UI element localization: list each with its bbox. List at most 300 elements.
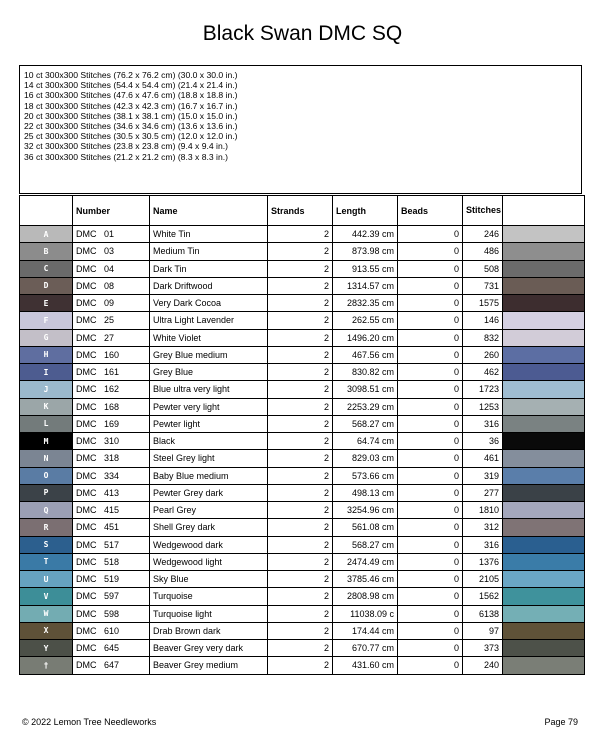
- number-cell: [73, 312, 150, 329]
- color-swatch: [503, 588, 585, 605]
- table-row: [20, 502, 585, 519]
- name-header: Name: [150, 196, 268, 226]
- number-cell: [73, 329, 150, 346]
- beads-cell: 0: [398, 467, 463, 484]
- brand-label: DMC: [76, 505, 97, 516]
- length-cell: 1496.20 cm: [333, 329, 398, 346]
- color-swatch: [503, 277, 585, 294]
- symbol-cell: D: [20, 277, 73, 294]
- symbol-cell: W: [20, 605, 73, 622]
- beads-cell: 0: [398, 622, 463, 639]
- color-header: [503, 196, 585, 226]
- name-cell: Very Dark Cocoa: [150, 295, 268, 312]
- brand-label: DMC: [76, 436, 97, 447]
- fabric-size-line: 10 ct 300x300 Stitches (76.2 x 76.2 cm) (30.0 x 30.0 in.): [24, 70, 238, 80]
- table-row: [20, 588, 585, 605]
- brand-label: DMC: [76, 556, 97, 567]
- stitches-cell: 832: [463, 329, 503, 346]
- symbol-cell: P: [20, 484, 73, 501]
- name-cell: Grey Blue: [150, 364, 268, 381]
- thread-code: 334: [104, 470, 120, 481]
- name-cell: Drab Brown dark: [150, 622, 268, 639]
- strands-cell: 2: [268, 433, 333, 450]
- length-header: Length: [333, 196, 398, 226]
- number-cell: [73, 553, 150, 570]
- beads-cell: 0: [398, 484, 463, 501]
- name-cell: White Violet: [150, 329, 268, 346]
- brand-label: DMC: [76, 487, 97, 498]
- stitches-cell: 461: [463, 450, 503, 467]
- thread-code: 598: [104, 608, 120, 619]
- number-cell: [73, 381, 150, 398]
- table-row: [20, 519, 585, 536]
- symbol-cell: X: [20, 622, 73, 639]
- name-cell: Steel Grey light: [150, 450, 268, 467]
- number-cell: [73, 346, 150, 363]
- length-cell: 2474.49 cm: [333, 553, 398, 570]
- table-row: [20, 312, 585, 329]
- brand-label: DMC: [76, 315, 97, 326]
- strands-cell: 2: [268, 398, 333, 415]
- symbol-cell: I: [20, 364, 73, 381]
- color-swatch: [503, 605, 585, 622]
- stitches-cell: 1253: [463, 398, 503, 415]
- thread-code: 160: [104, 349, 120, 360]
- beads-cell: 0: [398, 381, 463, 398]
- stitches-header: Stitches: [463, 196, 503, 226]
- thread-code: 169: [104, 418, 120, 429]
- length-cell: 262.55 cm: [333, 312, 398, 329]
- symbol-cell: J: [20, 381, 73, 398]
- color-swatch: [503, 398, 585, 415]
- number-cell: [73, 364, 150, 381]
- table-row: [20, 226, 585, 243]
- color-swatch: [503, 553, 585, 570]
- table-row: [20, 260, 585, 277]
- strands-cell: 2: [268, 346, 333, 363]
- color-swatch: [503, 329, 585, 346]
- fabric-size-line: 25 ct 300x300 Stitches (30.5 x 30.5 cm) (12.0 x 12.0 in.): [24, 131, 238, 142]
- number-cell: [73, 398, 150, 415]
- brand-label: DMC: [76, 332, 97, 343]
- color-swatch: [503, 433, 585, 450]
- beads-cell: 0: [398, 312, 463, 329]
- symbol-header: [20, 196, 73, 226]
- strands-cell: 2: [268, 588, 333, 605]
- thread-code: 610: [104, 625, 120, 636]
- thread-code: 01: [104, 229, 115, 240]
- symbol-cell: E: [20, 295, 73, 312]
- number-cell: [73, 243, 150, 260]
- thread-code: 09: [104, 298, 115, 309]
- brand-label: DMC: [76, 643, 97, 654]
- table-row: [20, 381, 585, 398]
- strands-cell: 2: [268, 622, 333, 639]
- number-header: Number: [73, 196, 150, 226]
- length-cell: 2808.98 cm: [333, 588, 398, 605]
- length-cell: 11038.09 c: [333, 605, 398, 622]
- stitches-cell: 312: [463, 519, 503, 536]
- color-swatch: [503, 364, 585, 381]
- strands-cell: 2: [268, 450, 333, 467]
- beads-cell: 0: [398, 295, 463, 312]
- brand-label: DMC: [76, 574, 97, 585]
- brand-label: DMC: [76, 539, 97, 550]
- symbol-cell: G: [20, 329, 73, 346]
- beads-cell: 0: [398, 260, 463, 277]
- symbol-cell: A: [20, 226, 73, 243]
- name-cell: Pearl Grey: [150, 502, 268, 519]
- thread-code: 25: [104, 315, 115, 326]
- table-row: [20, 657, 585, 674]
- table-row: [20, 243, 585, 260]
- number-cell: [73, 484, 150, 501]
- strands-cell: 2: [268, 415, 333, 432]
- length-cell: 913.55 cm: [333, 260, 398, 277]
- color-swatch: [503, 502, 585, 519]
- stitches-cell: 373: [463, 640, 503, 657]
- number-cell: [73, 467, 150, 484]
- name-cell: Dark Driftwood: [150, 277, 268, 294]
- thread-code: 413: [104, 487, 120, 498]
- strands-cell: 2: [268, 243, 333, 260]
- number-cell: [73, 450, 150, 467]
- number-cell: [73, 277, 150, 294]
- symbol-cell: Q: [20, 502, 73, 519]
- stitches-cell: 97: [463, 622, 503, 639]
- name-cell: Ultra Light Lavender: [150, 312, 268, 329]
- beads-cell: 0: [398, 346, 463, 363]
- name-cell: White Tin: [150, 226, 268, 243]
- stitches-cell: 246: [463, 226, 503, 243]
- beads-cell: 0: [398, 450, 463, 467]
- number-cell: [73, 536, 150, 553]
- number-cell: [73, 622, 150, 639]
- stitches-cell: 1723: [463, 381, 503, 398]
- fabric-size-line: 16 ct 300x300 Stitches (47.6 x 47.6 cm) (18.8 x 18.8 in.): [24, 90, 238, 101]
- beads-cell: 0: [398, 657, 463, 674]
- beads-cell: 0: [398, 329, 463, 346]
- length-cell: 2832.35 cm: [333, 295, 398, 312]
- name-cell: Beaver Grey medium: [150, 657, 268, 674]
- table-row: [20, 433, 585, 450]
- brand-label: DMC: [76, 418, 97, 429]
- strands-cell: 2: [268, 295, 333, 312]
- name-cell: Blue ultra very light: [150, 381, 268, 398]
- brand-label: DMC: [76, 367, 97, 378]
- color-swatch: [503, 622, 585, 639]
- name-cell: Wedgewood light: [150, 553, 268, 570]
- length-cell: 1314.57 cm: [333, 277, 398, 294]
- thread-code: 645: [104, 643, 120, 654]
- symbol-cell: Y: [20, 640, 73, 657]
- number-cell: [73, 415, 150, 432]
- symbol-cell: K: [20, 398, 73, 415]
- length-cell: 568.27 cm: [333, 415, 398, 432]
- table-row: [20, 398, 585, 415]
- fabric-size-line: 22 ct 300x300 Stitches (34.6 x 34.6 cm) (13.6 x 13.6 in.): [24, 121, 238, 132]
- color-swatch: [503, 536, 585, 553]
- brand-label: DMC: [76, 608, 97, 619]
- beads-cell: 0: [398, 415, 463, 432]
- stitches-cell: 486: [463, 243, 503, 260]
- color-swatch: [503, 295, 585, 312]
- name-cell: Pewter very light: [150, 398, 268, 415]
- length-cell: 174.44 cm: [333, 622, 398, 639]
- strands-cell: 2: [268, 571, 333, 588]
- strands-cell: 2: [268, 226, 333, 243]
- brand-label: DMC: [76, 263, 97, 274]
- thread-table: [19, 195, 585, 675]
- brand-label: DMC: [76, 591, 97, 602]
- thread-code: 451: [104, 522, 120, 533]
- thread-code: 162: [104, 384, 120, 395]
- thread-code: 647: [104, 660, 120, 671]
- stitches-cell: 316: [463, 536, 503, 553]
- stitches-cell: 1376: [463, 553, 503, 570]
- symbol-cell: C: [20, 260, 73, 277]
- thread-code: 597: [104, 591, 120, 602]
- thread-code: 518: [104, 556, 120, 567]
- strands-cell: 2: [268, 519, 333, 536]
- beads-header: Beads: [398, 196, 463, 226]
- table-row: [20, 640, 585, 657]
- table-row: [20, 605, 585, 622]
- beads-cell: 0: [398, 588, 463, 605]
- strands-cell: 2: [268, 502, 333, 519]
- beads-cell: 0: [398, 398, 463, 415]
- name-cell: Baby Blue medium: [150, 467, 268, 484]
- stitches-cell: 319: [463, 467, 503, 484]
- strands-cell: 2: [268, 260, 333, 277]
- beads-cell: 0: [398, 433, 463, 450]
- symbol-cell: R: [20, 519, 73, 536]
- fabric-size-line: 18 ct 300x300 Stitches (42.3 x 42.3 cm) (16.7 x 16.7 in.): [24, 100, 238, 111]
- color-swatch: [503, 484, 585, 501]
- length-cell: 829.03 cm: [333, 450, 398, 467]
- thread-code: 04: [104, 263, 115, 274]
- stitches-cell: 316: [463, 415, 503, 432]
- brand-label: DMC: [76, 384, 97, 395]
- table-row: [20, 536, 585, 553]
- color-swatch: [503, 519, 585, 536]
- color-swatch: [503, 260, 585, 277]
- stitches-cell: 731: [463, 277, 503, 294]
- table-row: [20, 329, 585, 346]
- number-cell: [73, 519, 150, 536]
- color-swatch: [503, 381, 585, 398]
- number-cell: [73, 657, 150, 674]
- strands-cell: 2: [268, 312, 333, 329]
- thread-code: 310: [104, 436, 120, 447]
- color-swatch: [503, 467, 585, 484]
- color-swatch: [503, 312, 585, 329]
- number-cell: [73, 571, 150, 588]
- name-cell: Turquoise light: [150, 605, 268, 622]
- symbol-cell: O: [20, 467, 73, 484]
- fabric-size-line: 32 ct 300x300 Stitches (23.8 x 23.8 cm) (9.4 x 9.4 in.): [24, 141, 228, 152]
- thread-code: 161: [104, 367, 120, 378]
- beads-cell: 0: [398, 243, 463, 260]
- name-cell: Medium Tin: [150, 243, 268, 260]
- stitches-cell: 277: [463, 484, 503, 501]
- name-cell: Beaver Grey very dark: [150, 640, 268, 657]
- symbol-cell: F: [20, 312, 73, 329]
- table-row: [20, 277, 585, 294]
- thread-code: 03: [104, 246, 115, 257]
- brand-label: DMC: [76, 401, 97, 412]
- symbol-cell: N: [20, 450, 73, 467]
- name-cell: Pewter light: [150, 415, 268, 432]
- table-row: [20, 553, 585, 570]
- length-cell: 442.39 cm: [333, 226, 398, 243]
- name-cell: Turquoise: [150, 588, 268, 605]
- strands-cell: 2: [268, 467, 333, 484]
- table-row: [20, 450, 585, 467]
- fabric-size-line: 14 ct 300x300 Stitches (54.4 x 54.4 cm) (21.4 x 21.4 in.): [24, 80, 238, 91]
- brand-label: DMC: [76, 453, 97, 464]
- beads-cell: 0: [398, 553, 463, 570]
- name-cell: Shell Grey dark: [150, 519, 268, 536]
- beads-cell: 0: [398, 502, 463, 519]
- symbol-cell: M: [20, 433, 73, 450]
- length-cell: 2253.29 cm: [333, 398, 398, 415]
- brand-label: DMC: [76, 625, 97, 636]
- name-cell: Pewter Grey dark: [150, 484, 268, 501]
- table-row: [20, 415, 585, 432]
- brand-label: DMC: [76, 470, 97, 481]
- table-row: [20, 364, 585, 381]
- beads-cell: 0: [398, 226, 463, 243]
- name-cell: Sky Blue: [150, 571, 268, 588]
- color-swatch: [503, 571, 585, 588]
- color-swatch: [503, 640, 585, 657]
- beads-cell: 0: [398, 277, 463, 294]
- fabric-size-line: 36 ct 300x300 Stitches (21.2 x 21.2 cm) (8.3 x 8.3 in.): [24, 151, 228, 162]
- color-swatch: [503, 450, 585, 467]
- length-cell: 467.56 cm: [333, 346, 398, 363]
- length-cell: 568.27 cm: [333, 536, 398, 553]
- name-cell: Wedgewood dark: [150, 536, 268, 553]
- stitches-cell: 1575: [463, 295, 503, 312]
- length-cell: 830.82 cm: [333, 364, 398, 381]
- brand-label: DMC: [76, 298, 97, 309]
- brand-label: DMC: [76, 349, 97, 360]
- length-cell: 873.98 cm: [333, 243, 398, 260]
- thread-code: 08: [104, 280, 115, 291]
- thread-code: 519: [104, 574, 120, 585]
- length-cell: 498.13 cm: [333, 484, 398, 501]
- table-row: [20, 484, 585, 501]
- strands-cell: 2: [268, 640, 333, 657]
- brand-label: DMC: [76, 280, 97, 291]
- symbol-cell: H: [20, 346, 73, 363]
- strands-cell: 2: [268, 484, 333, 501]
- table-header-row: [20, 196, 585, 226]
- strands-header: Strands: [268, 196, 333, 226]
- symbol-cell: U: [20, 571, 73, 588]
- stitches-cell: 462: [463, 364, 503, 381]
- stitches-cell: 260: [463, 346, 503, 363]
- stitches-cell: 240: [463, 657, 503, 674]
- fabric-size-line: 20 ct 300x300 Stitches (38.1 x 38.1 cm) (15.0 x 15.0 in.): [24, 110, 238, 121]
- stitches-cell: 146: [463, 312, 503, 329]
- thread-code: 517: [104, 539, 120, 550]
- name-cell: Black: [150, 433, 268, 450]
- number-cell: [73, 502, 150, 519]
- length-cell: 670.77 cm: [333, 640, 398, 657]
- table-row: [20, 295, 585, 312]
- strands-cell: 2: [268, 536, 333, 553]
- stitches-cell: 508: [463, 260, 503, 277]
- table-row: [20, 571, 585, 588]
- symbol-cell: T: [20, 553, 73, 570]
- symbol-cell: V: [20, 588, 73, 605]
- length-cell: 573.66 cm: [333, 467, 398, 484]
- symbol-cell: B: [20, 243, 73, 260]
- table-row: [20, 346, 585, 363]
- beads-cell: 0: [398, 364, 463, 381]
- color-swatch: [503, 415, 585, 432]
- symbol-cell: †: [20, 657, 73, 674]
- number-cell: [73, 295, 150, 312]
- brand-label: DMC: [76, 660, 97, 671]
- number-cell: [73, 605, 150, 622]
- symbol-cell: S: [20, 536, 73, 553]
- color-swatch: [503, 243, 585, 260]
- beads-cell: 0: [398, 536, 463, 553]
- table-row: [20, 467, 585, 484]
- beads-cell: 0: [398, 640, 463, 657]
- thread-code: 318: [104, 453, 120, 464]
- length-cell: 3254.96 cm: [333, 502, 398, 519]
- thread-code: 415: [104, 505, 120, 516]
- thread-code: 27: [104, 332, 115, 343]
- strands-cell: 2: [268, 553, 333, 570]
- brand-label: DMC: [76, 246, 97, 257]
- strands-cell: 2: [268, 605, 333, 622]
- number-cell: [73, 640, 150, 657]
- stitches-cell: 6138: [463, 605, 503, 622]
- page-title: Black Swan DMC SQ: [202, 22, 403, 45]
- beads-cell: 0: [398, 519, 463, 536]
- fabric-sizes-box: [19, 65, 582, 194]
- number-cell: [73, 226, 150, 243]
- number-cell: [73, 260, 150, 277]
- length-cell: 64.74 cm: [333, 433, 398, 450]
- strands-cell: 2: [268, 657, 333, 674]
- symbol-cell: L: [20, 415, 73, 432]
- thread-code: 168: [104, 401, 120, 412]
- length-cell: 431.60 cm: [333, 657, 398, 674]
- strands-cell: 2: [268, 364, 333, 381]
- number-cell: [73, 588, 150, 605]
- color-swatch: [503, 226, 585, 243]
- copyright-text: © 2022 Lemon Tree Needleworks: [22, 717, 157, 727]
- color-swatch: [503, 657, 585, 674]
- length-cell: 3098.51 cm: [333, 381, 398, 398]
- number-cell: [73, 433, 150, 450]
- stitches-cell: 36: [463, 433, 503, 450]
- stitches-cell: 1562: [463, 588, 503, 605]
- name-cell: Dark Tin: [150, 260, 268, 277]
- brand-label: DMC: [76, 522, 97, 533]
- color-swatch: [503, 346, 585, 363]
- length-cell: 3785.46 cm: [333, 571, 398, 588]
- beads-cell: 0: [398, 571, 463, 588]
- strands-cell: 2: [268, 277, 333, 294]
- brand-label: DMC: [76, 229, 97, 240]
